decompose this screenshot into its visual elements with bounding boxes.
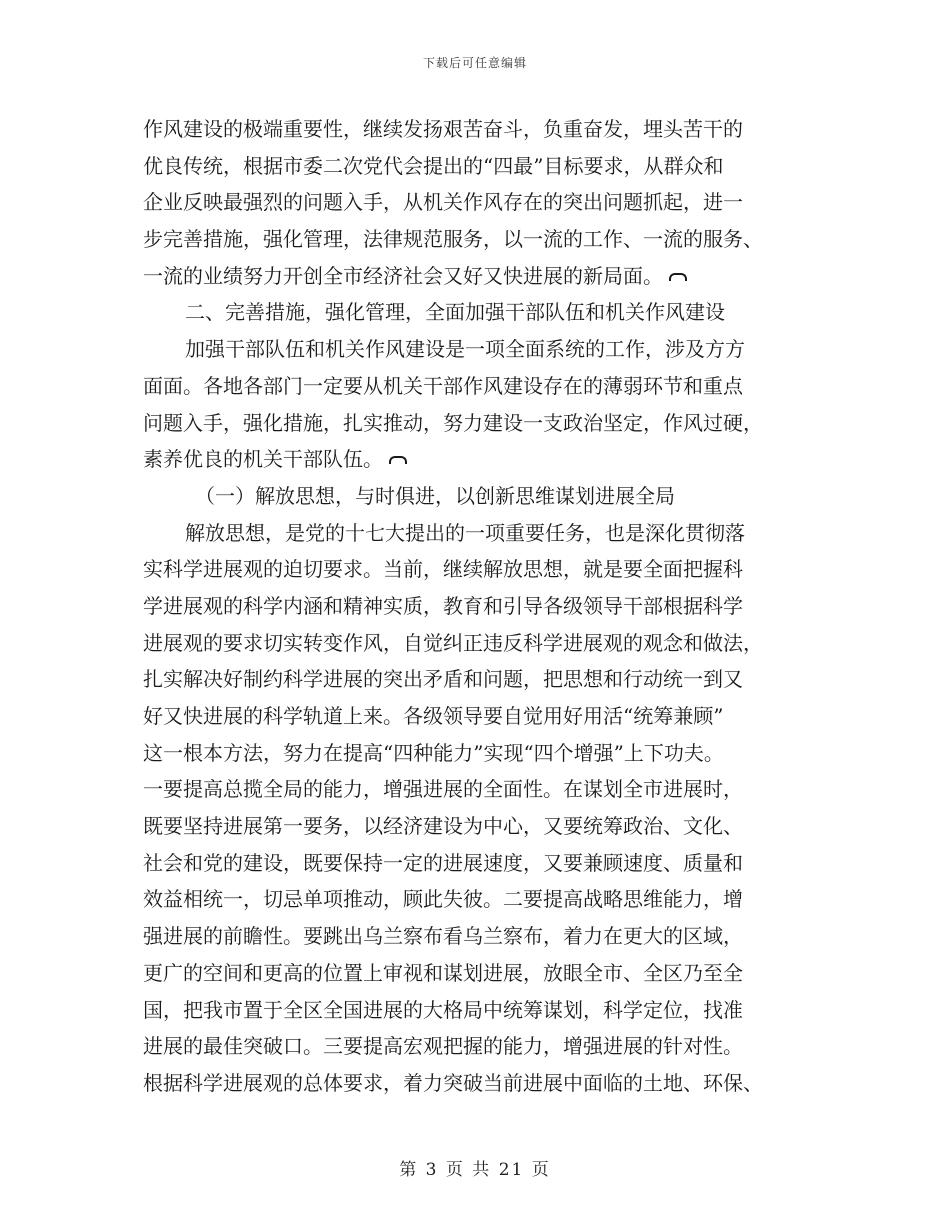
- text-line: 作风建设的极端重要性，继续发扬艰苦奋斗，负重奋发，埋头苦干的: [143, 117, 743, 141]
- paragraph-mark-icon: [389, 456, 407, 464]
- text-line: 学进展观的科学内涵和精神实质，教育和引导各级领导干部根据科学: [143, 593, 743, 618]
- text-line: 这一根本方法，努力在提高“四种能力”实现“四个增强”上下功夫。: [143, 740, 724, 765]
- text-line: 步完善措施，强化管理，法律规范服务，以一流的工作、一流的服务、: [143, 227, 763, 252]
- text-line: 一要提高总揽全局的能力，增强进展的全面性。在谋划全市进展时，: [143, 777, 743, 802]
- text-line: 效益相统一，切忌单项推动，顾此失彼。二要提高战略思维能力，增: [143, 887, 743, 912]
- footer-prefix: 第: [399, 1160, 419, 1180]
- footer-middle: 页 共: [445, 1160, 492, 1180]
- text-line-with-mark: [143, 258, 811, 295]
- text-line: 强进展的前瞻性。要跳出乌兰察布看乌兰察布，着力在更大的区域，: [143, 924, 743, 949]
- text-line: 加强干部队伍和机关作风建设是一项全面系统的工作，涉及方方: [185, 337, 745, 362]
- text-segment: 一流的业绩努力开创全市经济社会又好又快进展的新局面。: [143, 263, 663, 288]
- footer-suffix: 页: [531, 1160, 551, 1180]
- text-line: 优良传统，根据市委二次党代会提出的“四最”目标要求，从群众和: [143, 153, 724, 178]
- text-line: 企业反映最强烈的问题入手，从机关作风存在的突出问题抓起，进一: [143, 190, 743, 215]
- text-line: 解放思想，是党的十七大提出的一项重要任务，也是深化贯彻落: [185, 520, 745, 545]
- text-line-with-mark: [143, 441, 811, 478]
- current-page-number: 3: [425, 1160, 439, 1180]
- text-line: 社会和党的建设，既要保持一定的进展速度，又要兼顾速度、质量和: [143, 850, 743, 875]
- total-page-count: 21: [498, 1160, 525, 1180]
- page-footer: [0, 1155, 950, 1180]
- text-line: 既要坚持进展第一要务，以经济建设为中心，又要统筹政治、文化、: [143, 814, 743, 839]
- document-body: [143, 111, 811, 1102]
- text-line: 实科学进展观的迫切要求。当前，继续解放思想，就是要全面把握科: [143, 557, 743, 582]
- page-header: 下载后可任意编辑: [422, 56, 527, 70]
- text-line: 好又快进展的科学轨道上来。各级领导要自觉用好用活“统筹兼顾”: [143, 704, 724, 728]
- text-line: 国，把我市置于全区全国进展的大格局中统筹谋划，科学定位，找准: [143, 997, 743, 1022]
- text-segment: 素养优良的机关干部队伍。: [143, 447, 383, 472]
- text-line: 问题入手，强化措施，扎实推动，努力建设一支政治坚定，作风过硬，: [143, 410, 763, 435]
- text-line: 更广的空间和更高的位置上审视和谋划进展，放眼全市、全区乃至全: [143, 960, 743, 985]
- paragraph-mark-icon: [669, 273, 687, 281]
- section-heading: 二、完善措施，强化管理，全面加强干部队伍和机关作风建设: [185, 300, 725, 325]
- text-line: 进展的最佳突破口。三要提高宏观把握的能力，增强进展的针对性。: [143, 1034, 743, 1059]
- subsection-heading: （一）解放思想，与时俱进，以创新思维谋划进展全局: [195, 483, 675, 508]
- text-line: 面面。各地各部门一定要从机关干部作风建设存在的薄弱环节和重点: [143, 373, 743, 398]
- text-line: 根据科学进展观的总体要求，着力突破当前进展中面临的土地、环保、: [143, 1070, 763, 1095]
- text-line: 进展观的要求切实转变作风，自觉纠正违反科学进展观的观念和做法，: [143, 630, 763, 655]
- text-line: 扎实解决好制约科学进展的突出矛盾和问题，把思想和行动统一到又: [143, 667, 743, 692]
